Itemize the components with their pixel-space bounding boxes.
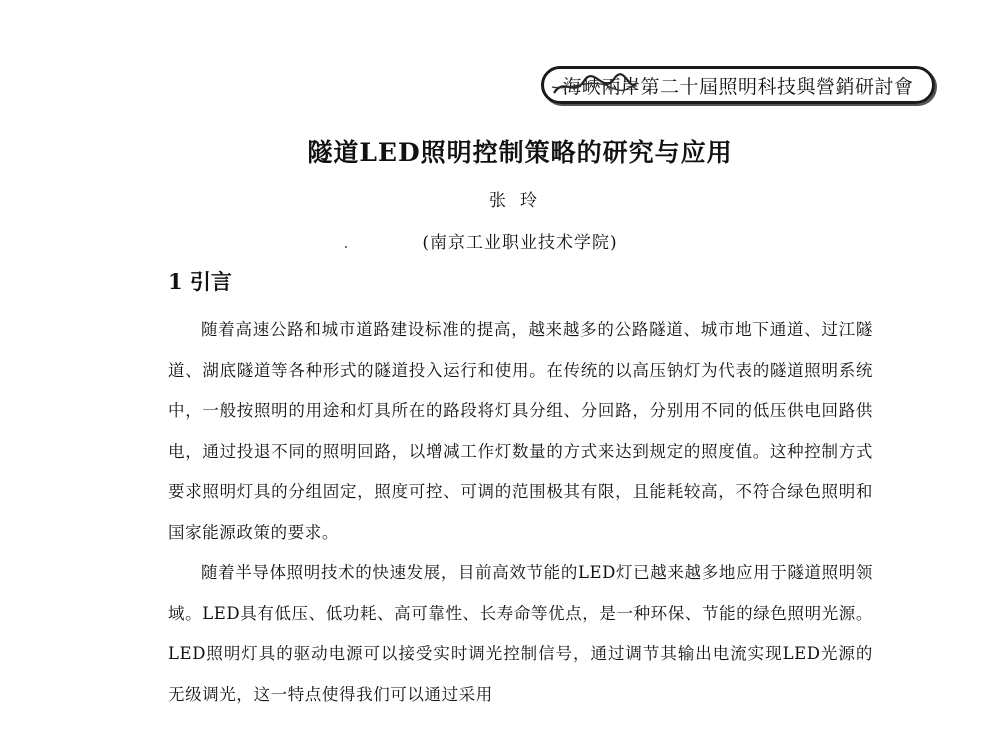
author-name: 张玲 [489, 191, 551, 211]
section-heading: 1 引言 [168, 269, 232, 294]
paragraph: 随着高速公路和城市道路建设标准的提高，越来越多的公路隧道、城市地下通道、过江隧道、湖底隧道等各种形式的隧道投入运行和使用。在传统的以高压钠灯为代表的隧道照明系统中，一般按照明的用途和灯具所在的路段将灯具分组、分回路，分别用不同的低压供电回路供电，通过投退不同的照明回路，以增减工作灯数量的方式来达到规定的照度值。这种控制方式要求照明灯具的分组固定，照度可控、可调的范围极其有限，且能耗较高，不符合绿色照明和国家能源政策的要求。 [168, 320, 873, 542]
paper-title: 隧道LED照明控制策略的研究与应用 [307, 138, 733, 167]
conference-banner-text: 海峽兩岸第二十屆照明科技與營銷研討會 [562, 75, 914, 98]
body-text [168, 310, 873, 715]
paragraph: 随着半导体照明技术的快速发展，目前高效节能的LED灯已越来越多地应用于隧道照明领域。LED具有低压、低功耗、高可靠性、长寿命等优点，是一种环保、节能的绿色照明光源。LED照明灯具的驱动电源可以接受实时调光控制信号，通过调节其输出电流实现LED光源的无级调光，这一特点使得我们可以通过采用 [168, 563, 873, 704]
conference-banner [541, 66, 935, 104]
author-affiliation: (南京工业职业技术学院) [422, 233, 618, 253]
scan-speck [345, 246, 347, 248]
